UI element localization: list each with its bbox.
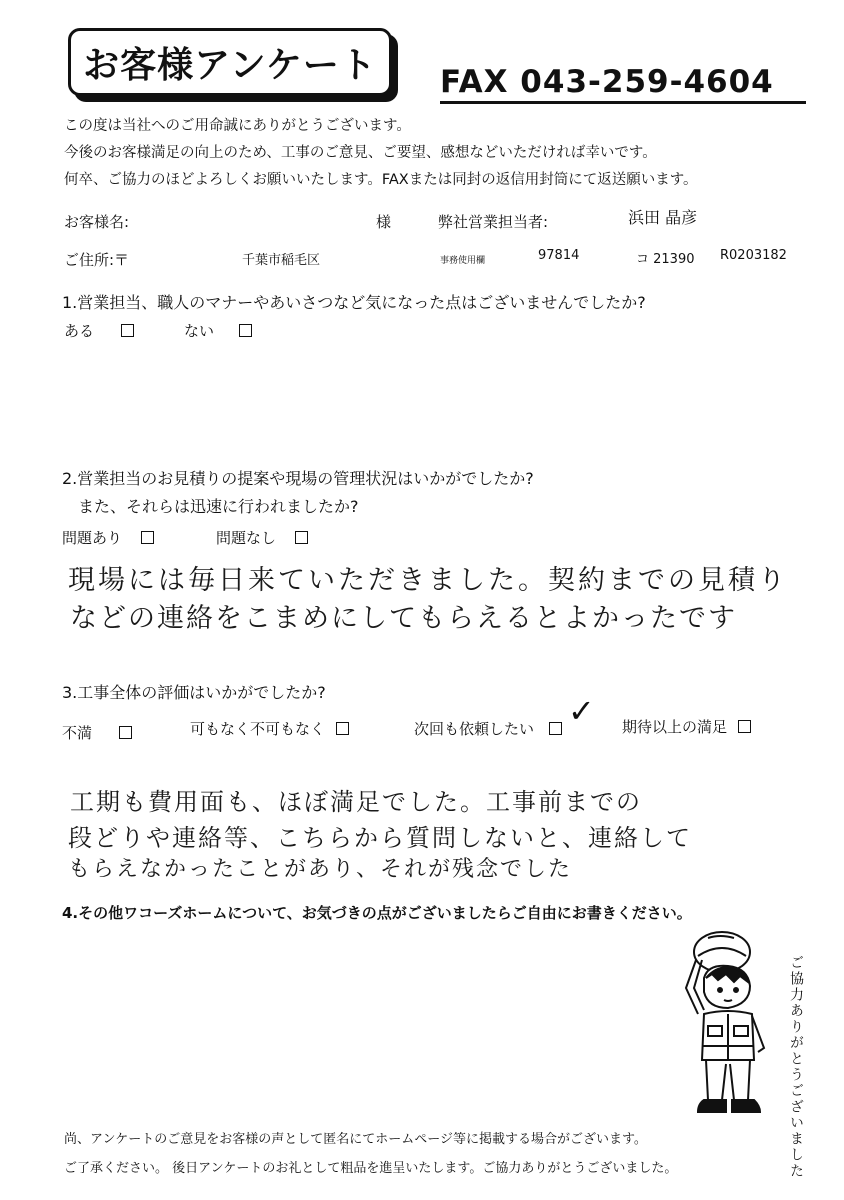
q1-option-no [184, 320, 252, 341]
question-4: 4.その他ワコーズホームについて、お気づきの点がございましたらご自由にお書きください。 [62, 904, 692, 922]
address-label: ご住所:〒 [64, 251, 130, 269]
q1-option-no-label: ない [184, 322, 215, 340]
q2-handwritten-answer-2: などの連絡をこまめにしてもらえるとよかったです [70, 603, 737, 634]
office-code-3: R0203182 [720, 248, 787, 263]
q3-option-2-label: 可もなく不可もなく [190, 720, 326, 738]
q1-no-checkbox[interactable] [239, 324, 252, 337]
q2-option-noproblem-label: 問題なし [216, 529, 277, 547]
q3-option-1 [62, 722, 132, 743]
q3-option-3-checkbox[interactable] [549, 722, 562, 735]
address-value: 千葉市稲毛区 [242, 253, 321, 268]
intro-line-1: この度は当社へのご用命誠にありがとうございます。 [64, 118, 411, 134]
q3-option-3 [414, 718, 562, 739]
intro-line-3: 何卒、ご協力のほどよろしくお願いいたします。FAXまたは同封の返信用封筒にて返送願います。 [64, 172, 698, 188]
intro-line-2: 今後のお客様満足の向上のため、工事のご意見、ご要望、感想などいただければ幸いです。 [64, 145, 657, 161]
survey-title: お客様アンケート [83, 44, 377, 86]
q2-option-problem-label: 問題あり [62, 529, 123, 547]
office-use-label: 事務使用欄 [440, 256, 486, 266]
q3-check-mark: ✓ [568, 692, 595, 730]
q3-option-1-label: 不満 [62, 724, 93, 742]
sales-rep-name: 浜田 晶彦 [628, 208, 698, 227]
q3-option-2-checkbox[interactable] [336, 722, 349, 735]
q3-handwritten-answer-3: もらえなかったことがあり、それが残念でした [68, 857, 573, 882]
q1-yes-checkbox[interactable] [121, 324, 134, 337]
footer-line-1: 尚、アンケートのご意見をお客様の声として匿名にてホームページ等に掲載する場合がございます。 [64, 1132, 647, 1147]
honorific: 様 [376, 213, 392, 231]
title-box [68, 28, 392, 96]
q2-handwritten-answer-1: 現場には毎日来ていただきました。契約までの見積り [68, 565, 788, 596]
q3-option-2 [190, 718, 349, 739]
q2-option-noproblem [216, 527, 308, 548]
q3-option-4-label: 期待以上の満足 [622, 718, 728, 736]
q1-option-yes-label: ある [64, 322, 95, 340]
q3-option-4-checkbox[interactable] [738, 720, 751, 733]
sales-rep-label: 弊社営業担当者: [438, 213, 549, 231]
q2-option-problem [62, 527, 154, 548]
q1-option-yes [64, 320, 134, 341]
question-1: 1.営業担当、職人のマナーやあいさつなど気になった点はございませんでしたか? [62, 293, 646, 312]
office-code-1: 97814 [538, 248, 580, 263]
question-2-line-2: また、それらは迅速に行われましたか? [78, 497, 359, 516]
mascot-thanks-vertical-text: ご協力ありがとうございました [788, 955, 804, 1179]
question-2-line-1: 2.営業担当のお見積りの提案や現場の管理状況はいかがでしたか? [62, 469, 534, 488]
question-3: 3.工事全体の評価はいかがでしたか? [62, 683, 326, 702]
q2-noproblem-checkbox[interactable] [295, 531, 308, 544]
q3-option-1-checkbox[interactable] [119, 726, 132, 739]
q3-handwritten-answer-2: 段どりや連絡等、こちらから質問しないと、連絡して [68, 824, 692, 852]
fax-underline [440, 101, 806, 104]
q3-option-3-label: 次回も依頼したい [414, 720, 535, 738]
customer-name-label: お客様名: [64, 213, 130, 231]
q3-handwritten-answer-1: 工期も費用面も、ほぼ満足でした。工事前までの [70, 788, 642, 816]
q3-option-4 [622, 716, 751, 737]
office-code-2: コ 21390 [636, 252, 695, 267]
worker-mascot-illustration [668, 930, 786, 1120]
fax-number: FAX 043-259-4604 [440, 64, 774, 100]
footer-line-2: ご了承ください。 後日アンケートのお礼として粗品を進呈いたします。ご協力ありがとうございました。 [64, 1161, 678, 1176]
q2-problem-checkbox[interactable] [141, 531, 154, 544]
